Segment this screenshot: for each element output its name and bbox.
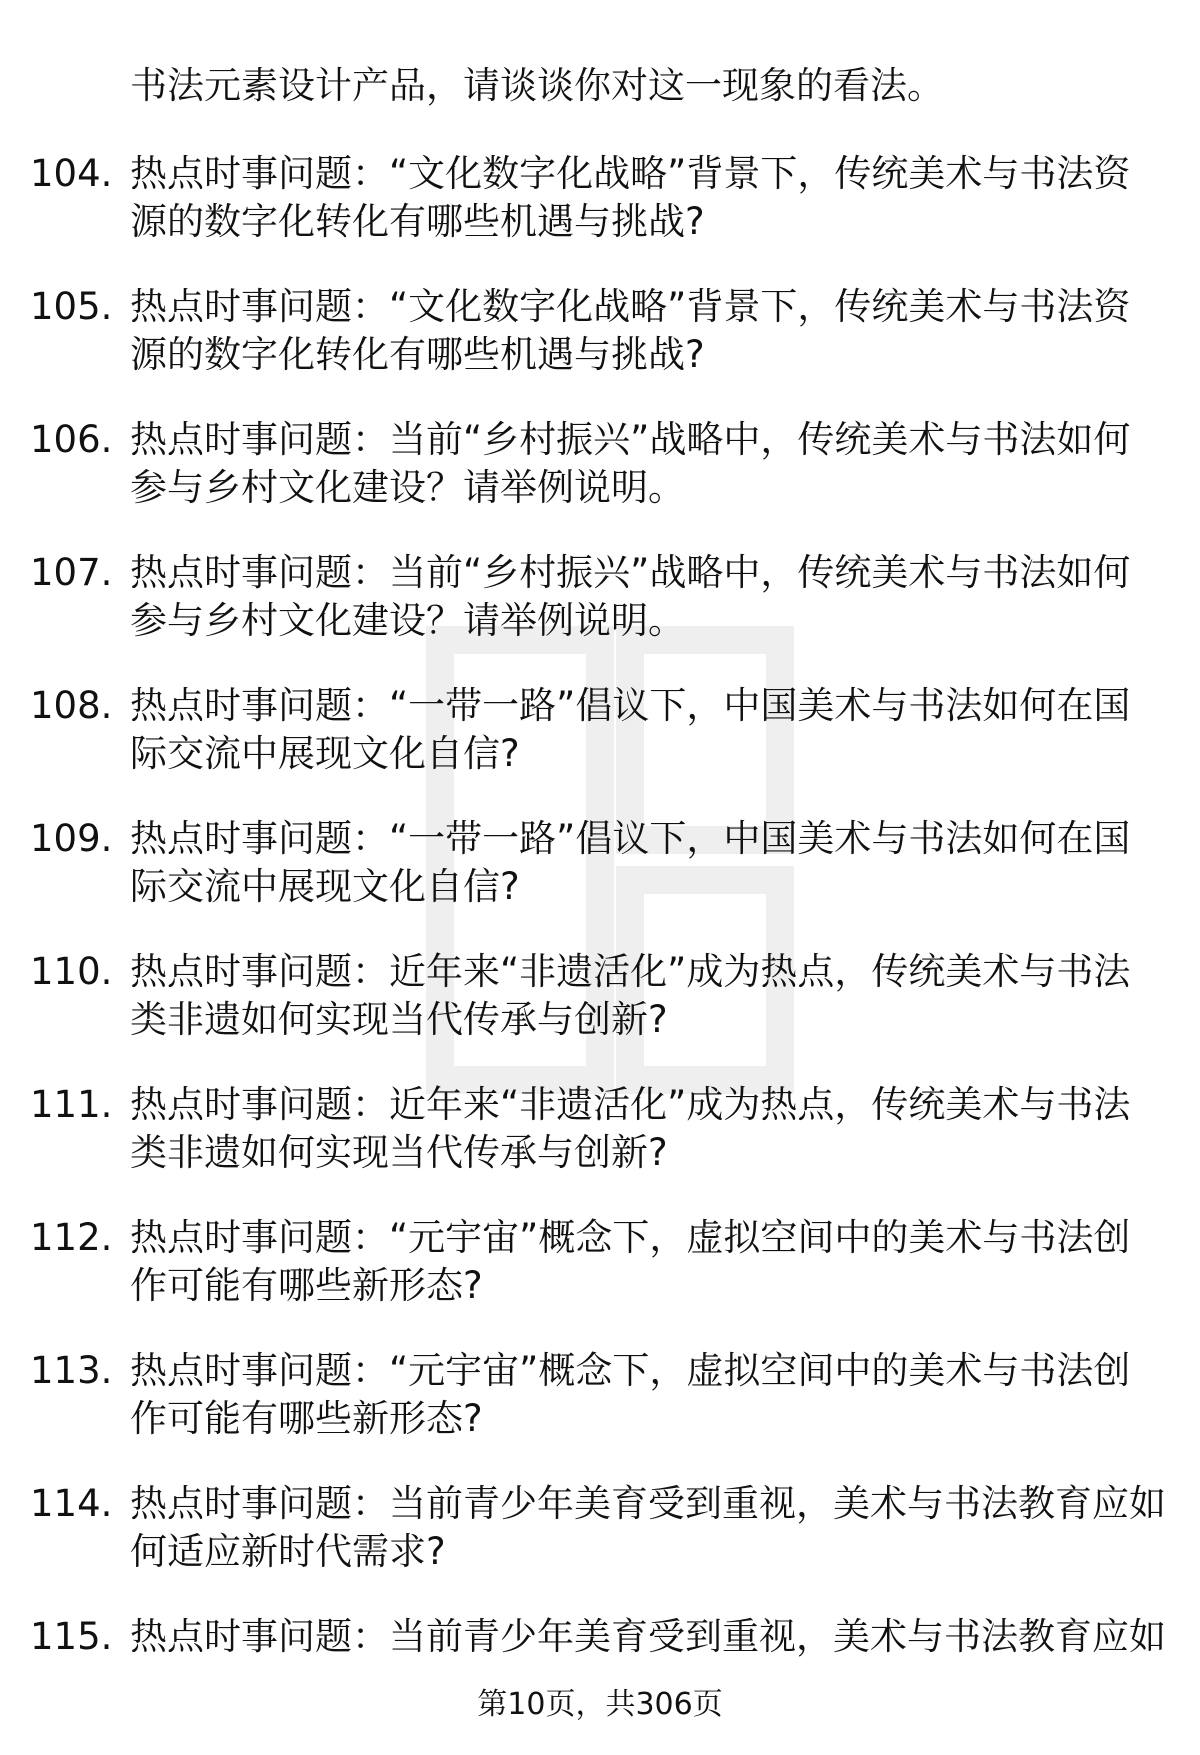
question-number: 110. bbox=[30, 950, 113, 993]
question-item bbox=[30, 1081, 1170, 1214]
question-text-line: 热点时事问题：“一带一路”倡议下，中国美术与书法如何在国 bbox=[130, 817, 1131, 860]
question-text bbox=[130, 815, 1150, 911]
question-text bbox=[130, 1480, 1166, 1576]
question-text-line: 热点时事问题：“文化数字化战略”背景下，传统美术与书法资 bbox=[130, 285, 1131, 328]
question-text-line: 源的数字化转化有哪些机遇与挑战? bbox=[130, 333, 705, 376]
question-item bbox=[30, 283, 1170, 416]
question-item bbox=[30, 1613, 1170, 1746]
question-number: 114. bbox=[30, 1482, 113, 1525]
question-text-line: 热点时事问题：当前青少年美育受到重视，美术与书法教育应如 bbox=[130, 1615, 1166, 1658]
question-list bbox=[30, 150, 1170, 1746]
question-text bbox=[130, 948, 1150, 1044]
question-text bbox=[130, 150, 1150, 246]
question-text-line: 类非遗如何实现当代传承与创新? bbox=[130, 1131, 668, 1174]
page-footer: 第10页，共306页 bbox=[477, 1687, 723, 1722]
question-text bbox=[130, 1214, 1150, 1310]
question-item bbox=[30, 1480, 1170, 1613]
question-text-line: 际交流中展现文化自信? bbox=[130, 865, 520, 908]
question-text-line: 热点时事问题：当前“乡村振兴”战略中，传统美术与书法如何 bbox=[130, 551, 1131, 594]
question-item bbox=[30, 150, 1170, 283]
question-text-line: 何适应新时代需求? bbox=[130, 1530, 446, 1573]
question-number: 104. bbox=[30, 152, 113, 195]
question-text bbox=[130, 283, 1150, 379]
question-item bbox=[30, 1347, 1170, 1480]
question-text bbox=[130, 416, 1150, 512]
question-text-line: 源的数字化转化有哪些机遇与挑战? bbox=[130, 200, 705, 243]
question-item bbox=[30, 416, 1170, 549]
question-item bbox=[30, 948, 1170, 1081]
question-text-line: 热点时事问题：“一带一路”倡议下，中国美术与书法如何在国 bbox=[130, 684, 1131, 727]
question-item bbox=[30, 682, 1170, 815]
question-text-line: 热点时事问题：近年来“非遗活化”成为热点，传统美术与书法 bbox=[130, 950, 1131, 993]
continuation-line: 书法元素设计产品，请谈谈你对这一现象的看法。 bbox=[130, 64, 944, 107]
question-number: 106. bbox=[30, 418, 113, 461]
question-text-line: 热点时事问题：“元宇宙”概念下，虚拟空间中的美术与书法创 bbox=[130, 1216, 1131, 1259]
question-text bbox=[130, 1347, 1150, 1443]
question-number: 113. bbox=[30, 1349, 113, 1392]
question-text bbox=[130, 1081, 1150, 1177]
question-text-line: 热点时事问题：“元宇宙”概念下，虚拟空间中的美术与书法创 bbox=[130, 1349, 1131, 1392]
question-number: 112. bbox=[30, 1216, 113, 1259]
question-number: 109. bbox=[30, 817, 113, 860]
question-number: 107. bbox=[30, 551, 113, 594]
question-text-line: 热点时事问题：当前“乡村振兴”战略中，传统美术与书法如何 bbox=[130, 418, 1131, 461]
question-item bbox=[30, 549, 1170, 682]
question-text-line: 热点时事问题：当前青少年美育受到重视，美术与书法教育应如 bbox=[130, 1482, 1166, 1525]
question-item bbox=[30, 1214, 1170, 1347]
question-text-line: 际交流中展现文化自信? bbox=[130, 732, 520, 775]
question-number: 111. bbox=[30, 1083, 113, 1126]
question-text-line: 作可能有哪些新形态? bbox=[130, 1397, 483, 1440]
question-number: 115. bbox=[30, 1615, 113, 1658]
question-number: 105. bbox=[30, 285, 113, 328]
question-number: 108. bbox=[30, 684, 113, 727]
question-text bbox=[130, 682, 1150, 778]
question-text-line: 参与乡村文化建设？请举例说明。 bbox=[130, 466, 685, 509]
question-text-line: 参与乡村文化建设？请举例说明。 bbox=[130, 599, 685, 642]
question-item bbox=[30, 815, 1170, 948]
question-text bbox=[130, 549, 1150, 645]
question-text bbox=[130, 1613, 1166, 1661]
question-text-line: 热点时事问题：“文化数字化战略”背景下，传统美术与书法资 bbox=[130, 152, 1131, 195]
question-text-line: 热点时事问题：近年来“非遗活化”成为热点，传统美术与书法 bbox=[130, 1083, 1131, 1126]
question-text-line: 作可能有哪些新形态? bbox=[130, 1264, 483, 1307]
question-text-line: 类非遗如何实现当代传承与创新? bbox=[130, 998, 668, 1041]
